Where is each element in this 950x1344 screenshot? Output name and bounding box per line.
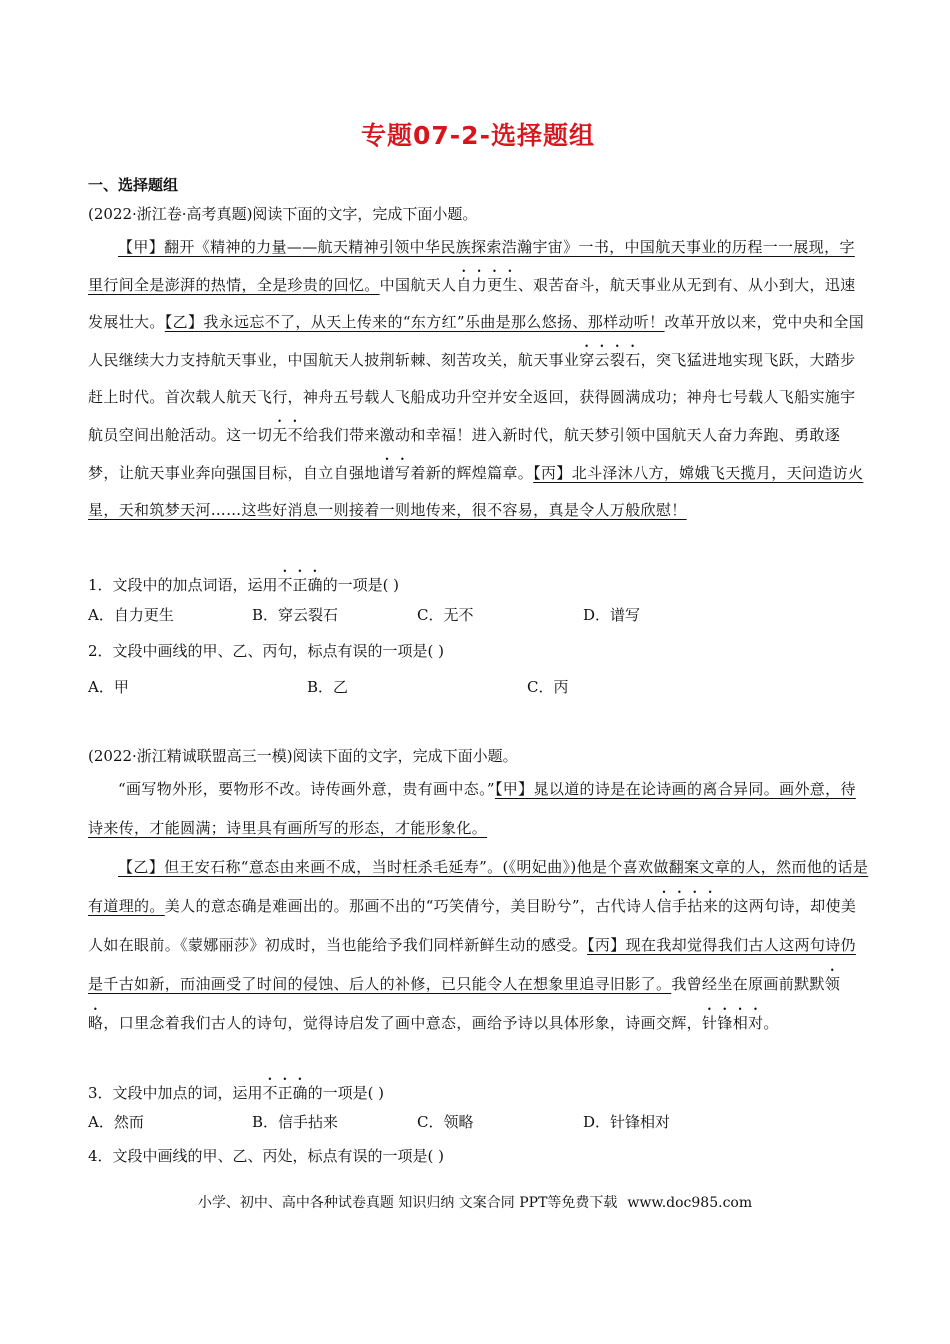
footer-text: 小学、初中、高中各种试卷真题 知识归纳 文案合同 PPT等免费下载	[197, 1195, 618, 1211]
page-title: 专题07-2-选择题组	[361, 121, 595, 150]
dotted-word: 针锋相对	[702, 1014, 764, 1032]
q3-option-c[interactable]: C．领略	[417, 1113, 474, 1131]
q3-option-a[interactable]: A．然而	[88, 1113, 144, 1131]
dotted-word: 谱写	[379, 463, 411, 482]
q1-option-c[interactable]: C．无不	[417, 606, 474, 624]
group1-source: (2022·浙江卷·高考真题)阅读下面的文字，完成下面小题。	[88, 205, 478, 223]
group1-passage: 【甲】翻开《精神的力量——航天精神引领中华民族探索浩瀚宇宙》一书，中国航天事业的历程一一展现，字里行间全是澎湃的热情，全是珍贵的回忆。中国航天人自力更生、艰苦奋斗，航天事业从无到有、从小到大，迅速发展壮大。【乙】我永远忘不了，从天上传来的“东方红”乐曲是那么悠扬、那样动听！改革开放以来，党中央和全国人民继续大力支持航天事业，中国航天人披荆斩棘、刻苦攻关，航天事业穿云裂石，突飞猛进地实现飞跃，大踏步赶上时代。首次载人航天飞行，神舟五号载人飞船成功升空并安全返回，获得圆满成功；神舟七号载人飞船实施宇航员空间出舱活动。这一切无不给我们带来激动和幸福！进入新时代，航天梦引领中国航天人奋力奔跑、勇敢逐梦，让航天事业奔向强国目标，自立自强地谱写着新的辉煌篇章。【丙】北斗泽沐八方，嫦娥飞天揽月，天问造访火星，天和筑梦天河……这些好消息一则接着一则地传来，很不容易，真是令人万般欣慰！	[88, 238, 865, 520]
dotted-word: 自力更生	[456, 275, 518, 294]
question-1: 1．文段中的加点词语，运用不正确的一项是( )	[88, 576, 400, 594]
q1-option-d[interactable]: D．谱写	[583, 606, 641, 624]
question-3: 3．文段中加点的词，运用不正确的一项是( )	[88, 1084, 385, 1102]
sentence-bing-2: 【丙】现在我却觉得我们古人这两句诗仍是千古如新，而油画受了时间的侵蚀、后人的补修，已只能令人在想象里追寻旧影了。	[88, 936, 856, 993]
question-4: 4．文段中画线的甲、乙、丙处，标点有误的一项是( )	[88, 1147, 445, 1165]
footer-url[interactable]: www.doc985.com	[627, 1195, 753, 1211]
sentence-yi-2: 【乙】但王安石称“意态由来画不成，当时枉杀毛延寿”。(《明妃曲》)他是个喜欢做翻案文章的人，然而他的话是有道理的。	[88, 858, 869, 915]
sentence-bing: 【丙】北斗泽沐八方，嫦娥飞天揽月，天问造访火星，天和筑梦天河……这些好消息一则接着一则地传来，很不容易，真是令人万般欣慰！	[88, 463, 864, 520]
q3-option-d[interactable]: D．针锋相对	[583, 1113, 671, 1131]
q3-option-b[interactable]: B．信手拈来	[252, 1113, 339, 1131]
q1-option-b[interactable]: B．穿云裂石	[252, 606, 339, 624]
q1-option-a[interactable]: A．自力更生	[88, 606, 174, 624]
group2-source: (2022·浙江精诚联盟高三一模)阅读下面的文字，完成下面小题。	[88, 747, 518, 765]
page-footer	[0, 1192, 950, 1212]
q2-option-a[interactable]: A．甲	[88, 678, 129, 696]
dotted-word: 穿云裂石	[579, 350, 641, 369]
group2-passage-2: 【乙】但王安石称“意态由来画不成，当时枉杀毛延寿”。(《明妃曲》)他是个喜欢做翻案文章的人，然而他的话是有道理的。美人的意态确是难画出的。那画不出的“巧笑倩兮，美目盼兮”，古代诗人信手拈来的这两句诗，却使美人如在眼前。《蒙娜丽莎》初成时，当也能给予我们同样新鲜生动的感受。【丙】现在我却觉得我们古人这两句诗仍是千古如新，而油画受了时间的侵蚀、后人的补修，已只能令人在想象里追寻旧影了。我曾经坐在原画前默默领略，口里念着我们古人的诗句，觉得诗启发了画中意态，画给予诗以具体形象，诗画交辉，针锋相对。	[88, 858, 869, 1032]
dotted-word: 信手拈来	[656, 897, 719, 915]
q2-option-c[interactable]: C．丙	[527, 678, 569, 696]
section-heading: 一、选择题组	[88, 176, 179, 194]
question-2: 2．文段中画线的甲、乙、丙句，标点有误的一项是( )	[88, 642, 445, 660]
q2-option-b[interactable]: B．乙	[307, 678, 349, 696]
sentence-jia: 【甲】翻开《精神的力量——航天精神引领中华民族探索浩瀚宇宙》一书，中国航天事业的历程一一展现，字里行间全是澎湃的热情，全是珍贵的回忆。	[88, 238, 855, 294]
sentence-jia-2: 【甲】晁以道的诗是在论诗画的离合异同。画外意，待诗来传，才能圆满；诗里具有画所写的形态，才能形象化。	[88, 780, 856, 837]
group2-passage-1: “画写物外形，要物形不改。诗传画外意，贵有画中态。”【甲】晁以道的诗是在论诗画的离合异同。画外意，待诗来传，才能圆满；诗里具有画所写的形态，才能形象化。	[88, 780, 856, 837]
dotted-word: 无不	[272, 425, 303, 444]
dotted-word: 领略	[88, 975, 841, 1032]
sentence-yi: 【乙】我永远忘不了，从天上传来的“东方红”乐曲是那么悠扬、那样动听！	[164, 313, 665, 332]
